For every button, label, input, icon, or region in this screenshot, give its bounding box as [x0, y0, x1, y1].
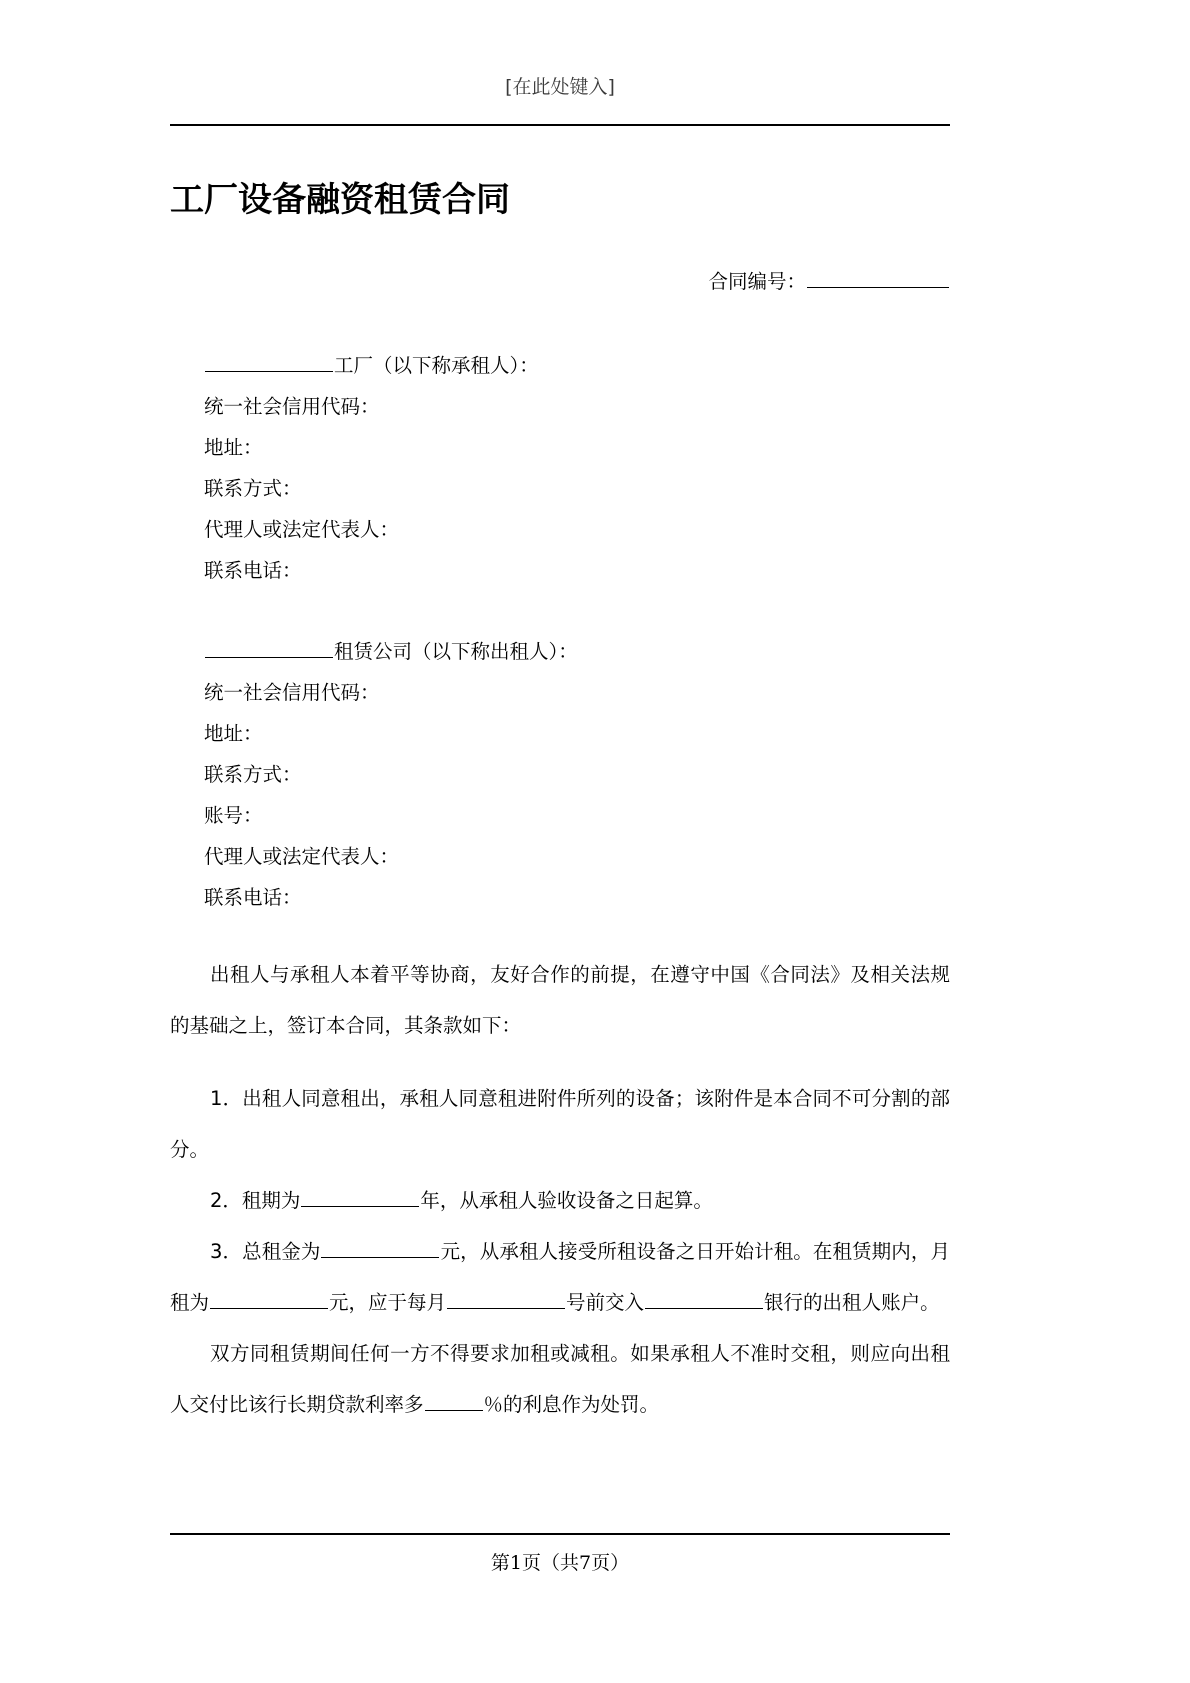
- party-gap: [170, 592, 950, 632]
- page-title: 工厂设备融资租赁合同: [170, 180, 510, 220]
- clause-3: [170, 1226, 950, 1328]
- lessor-field-credit-code: 统一社会信用代码：: [204, 681, 380, 704]
- lessor-field-representative: 代理人或法定代表人：: [204, 845, 400, 868]
- clause-4-text-a: 双方同租赁期间任何一方不得要求加租或减租。如果承租人不准时交租，则应向出租: [210, 1342, 950, 1365]
- total-rent-blank[interactable]: [321, 1237, 439, 1258]
- lessor-name-suffix: 租赁公司（以下称出租人）：: [334, 640, 578, 663]
- lessee-field-address: 地址：: [204, 436, 263, 459]
- lessee-name-suffix: 工厂（以下称承租人）：: [334, 354, 539, 377]
- clause-3-text-b: 元，从承租人接受所租设备之日开始计租。在租赁期内，: [440, 1240, 931, 1263]
- clause-3-text-e: 号前交入: [566, 1291, 645, 1314]
- page-header-placeholder[interactable]: [在此处键入]: [505, 76, 615, 98]
- lessee-field-phone: 联系电话：: [204, 559, 302, 582]
- lessee-name-line: [170, 346, 950, 386]
- lessee-field-representative: 代理人或法定代表人：: [204, 518, 400, 541]
- lessee-field-contact: 联系方式：: [204, 477, 302, 500]
- clause-4-text-c: ％的利息作为处罚。: [483, 1393, 660, 1416]
- lessor-field-contact: 联系方式：: [204, 763, 302, 786]
- lessee-name-blank[interactable]: [205, 351, 333, 372]
- clause-2-text-b: 年，从承租人验收设备之日起算。: [420, 1189, 713, 1212]
- lessor-field-phone: 联系电话：: [204, 886, 302, 909]
- lessee-block: [170, 346, 950, 591]
- clause-2: [170, 1175, 950, 1226]
- contract-number-line: [170, 262, 950, 302]
- bank-name-blank[interactable]: [645, 1288, 763, 1309]
- lessee-field-credit-code: 统一社会信用代码：: [204, 395, 380, 418]
- lessor-field-account: 账号：: [204, 804, 263, 827]
- clause-3-text-f: 银行的出租: [764, 1291, 862, 1314]
- clause-4-text-b: 人交付比该行长期贷款利率多: [170, 1393, 424, 1416]
- clause-3-text-a: 3．总租金为: [210, 1240, 321, 1263]
- lessor-name-line: [170, 632, 950, 672]
- document-body: [170, 262, 950, 1430]
- lease-term-blank[interactable]: [301, 1186, 419, 1207]
- preamble-paragraph: 出租人与承租人本着平等协商，友好合作的前提，在遵守中国《合同法》及相关法规的基础之上，签订本合同，其条款如下：: [170, 963, 950, 1037]
- contract-number-blank[interactable]: [807, 267, 949, 288]
- clauses-spacer: [170, 1051, 950, 1073]
- clause-1: 1．出租人同意租出，承租人同意租进附件所列的设备；该附件是本合同不可分割的部分。: [170, 1087, 950, 1161]
- clause-2-text-a: 2．租期为: [210, 1189, 301, 1212]
- clause-3-text-g: 人账户。: [861, 1291, 940, 1314]
- page-footer: 第1页（共7页）: [490, 1552, 630, 1574]
- footer-divider: [170, 1533, 950, 1535]
- lessor-field-address: 地址：: [204, 722, 263, 745]
- clause-4: [170, 1328, 950, 1430]
- penalty-rate-blank[interactable]: [425, 1390, 483, 1411]
- monthly-rent-blank[interactable]: [210, 1288, 328, 1309]
- clause-3-text-c: 月租为: [170, 1240, 950, 1314]
- payment-day-blank[interactable]: [447, 1288, 565, 1309]
- header-divider: [170, 124, 950, 126]
- lessor-name-blank[interactable]: [205, 637, 333, 658]
- lessor-block: [170, 632, 950, 918]
- preamble-spacer: [170, 919, 950, 949]
- clause-3-text-d: 元，应于每月: [329, 1291, 447, 1314]
- contract-number-label: 合同编号：: [708, 270, 806, 293]
